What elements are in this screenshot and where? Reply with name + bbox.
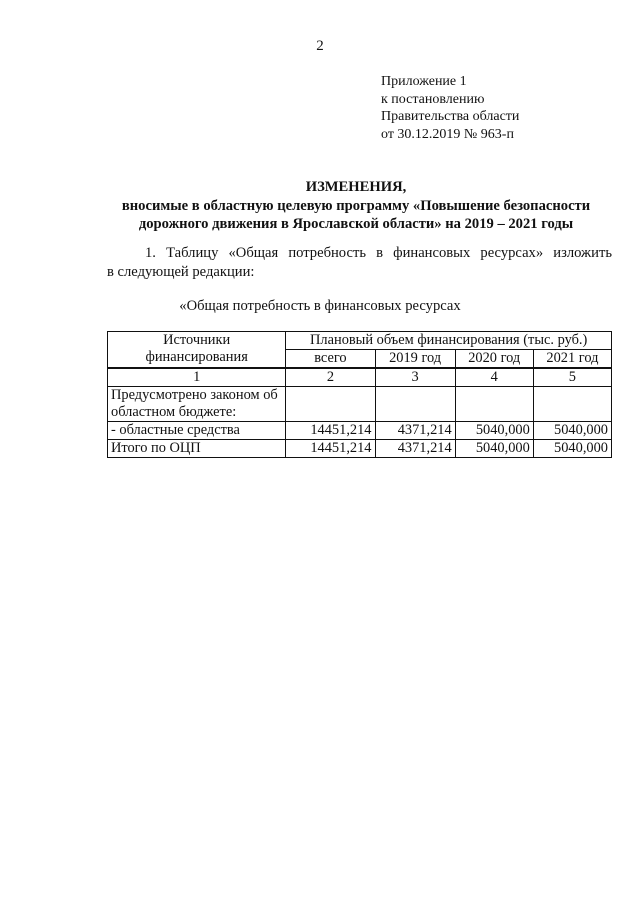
paragraph — [107, 244, 612, 281]
appendix-block — [381, 73, 519, 143]
page-number: 2 — [316, 38, 324, 54]
row-source: Итого по ОЦП — [108, 440, 286, 458]
column-number-row — [108, 369, 612, 387]
cell-2020: 5040,000 — [455, 440, 533, 458]
cell-2019 — [375, 387, 455, 422]
cell-2020: 5040,000 — [455, 422, 533, 440]
cell-2020 — [455, 387, 533, 422]
row-source: Предусмотрено законом об областном бюджете: — [108, 387, 286, 422]
table-title: «Общая потребность в финансовых ресурсах — [179, 298, 461, 314]
cell-total: 14451,214 — [286, 422, 375, 440]
table-row — [108, 422, 612, 440]
cell-2019: 4371,214 — [375, 422, 455, 440]
table-header-row — [108, 332, 612, 350]
cell-total — [286, 387, 375, 422]
cell-2021 — [533, 387, 611, 422]
heading-line: вносимые в областную целевую программу «Повышение безопасности — [121, 197, 591, 214]
heading-title: ИЗМЕНЕНИЯ, — [305, 179, 407, 195]
row-source: - областные средства — [108, 422, 286, 440]
table-row — [108, 387, 612, 422]
table-row — [108, 440, 612, 458]
header-2021: 2021 год — [533, 350, 611, 368]
cell-total: 14451,214 — [286, 440, 375, 458]
header-2019: 2019 год — [375, 350, 455, 368]
appendix-line: Правительства области — [381, 109, 520, 124]
paragraph-line: 1. Таблицу «Общая потребность в финансовых ресурсах» изложить — [145, 245, 612, 261]
header-total: всего — [286, 350, 375, 368]
appendix-line: к постановлению — [381, 91, 485, 107]
heading-line: дорожного движения в Ярославской области» на 2019 – 2021 годы — [138, 216, 574, 232]
column-number: 1 — [108, 369, 286, 387]
cell-2021: 5040,000 — [533, 422, 611, 440]
cell-2019: 4371,214 — [375, 440, 455, 458]
finance-table — [107, 331, 612, 458]
column-number: 4 — [455, 369, 533, 387]
header-2020: 2020 год — [455, 350, 533, 368]
column-number: 3 — [375, 369, 455, 387]
column-number: 2 — [286, 369, 375, 387]
document-heading — [100, 178, 612, 234]
appendix-line: от 30.12.2019 № 963-п — [381, 126, 514, 142]
cell-2021: 5040,000 — [533, 440, 611, 458]
column-number: 5 — [533, 369, 611, 387]
header-sources: Источники финансирования — [108, 332, 286, 368]
header-planned: Плановый объем финансирования (тыс. руб.) — [286, 332, 612, 350]
paragraph-line: в следующей редакции: — [107, 263, 255, 280]
appendix-line: Приложение 1 — [381, 74, 467, 89]
